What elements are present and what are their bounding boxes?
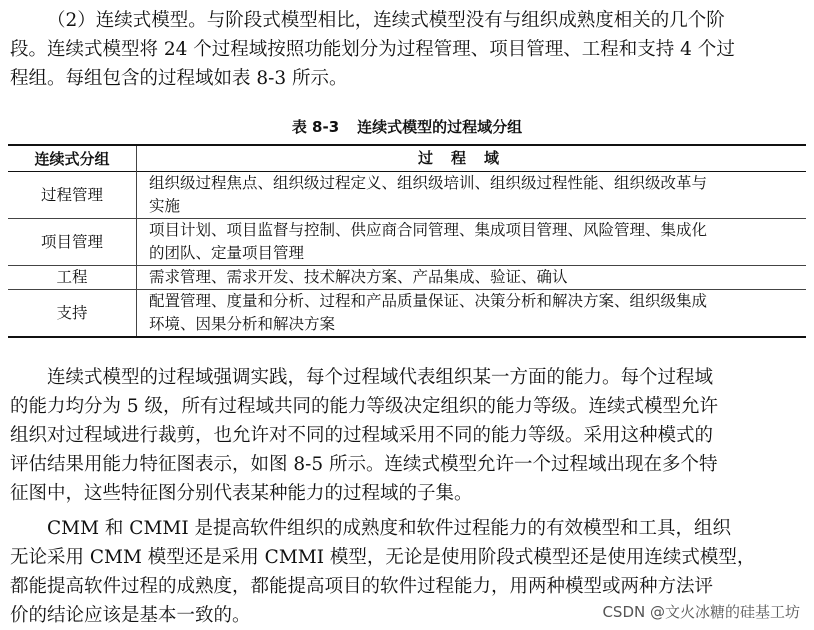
row-domains xyxy=(137,219,807,266)
text-line: CMM 和 CMMI 是提高软件组织的成熟度和软件过程能力的有效模型和工具，组织 xyxy=(47,518,732,539)
text-line: 的能力均分为 5 级，所有过程域共同的能力等级决定组织的能力等级。连续式模型允许 xyxy=(10,396,719,417)
cell-line: 配置管理、度量和分析、过程和产品质量保证、决策分析和解决方案、组织级集成 xyxy=(149,292,708,310)
text-line: 无论采用 CMM 模型还是采用 CMMI 模型，无论是使用阶段式模型还是使用连续式模型， xyxy=(10,547,756,568)
row-group-support: 支持 xyxy=(8,290,137,338)
header-domains: 过程域 xyxy=(417,149,517,167)
text-line: 评估结果用能力特征图表示，如图 8-5 所示。连续式模型允许一个过程域出现在多个特 xyxy=(10,454,718,475)
row-group-engineering: 工程 xyxy=(8,266,137,290)
process-domain-table xyxy=(8,144,806,338)
row-group-process-management: 过程管理 xyxy=(8,172,137,219)
table-caption-title: 连续式模型的过程域分组 xyxy=(357,118,523,136)
text-line: 征图中，这些特征图分别代表某种能力的过程域的子集。 xyxy=(10,483,473,504)
text-line: 价的结论应该是基本一致的。 xyxy=(10,605,251,626)
text-line: 段。连续式模型将 24 个过程域按照功能划分为过程管理、项目管理、工程和支持 4 个过 xyxy=(10,39,735,60)
cell-line: 项目计划、项目监督与控制、供应商合同管理、集成项目管理、风险管理、集成化 xyxy=(149,221,708,239)
header-group: 连续式分组 xyxy=(8,145,137,172)
watermark: CSDN @文火冰糖的硅基工坊 xyxy=(602,603,800,621)
body-paragraph-1 xyxy=(10,363,802,508)
table-header-row xyxy=(8,145,806,172)
text-line: 都能提高软件过程的成熟度，都能提高项目的软件过程能力，用两种模型或两种方法评 xyxy=(10,576,714,597)
cell-line: 需求管理、需求开发、技术解决方案、产品集成、验证、确认 xyxy=(149,268,568,286)
text-line: 组织对过程域进行裁剪，也允许对不同的过程域采用不同的能力等级。采用这种模式的 xyxy=(10,425,714,446)
text-line: （2）连续式模型。与阶段式模型相比，连续式模型没有与组织成熟度相关的几个阶 xyxy=(47,10,725,31)
text-line: 程组。每组包含的过程域如表 8-3 所示。 xyxy=(10,68,348,89)
table-row xyxy=(8,266,806,290)
cell-line: 的团队、定量项目管理 xyxy=(149,244,305,262)
table-row xyxy=(8,172,806,219)
row-domains xyxy=(137,172,807,219)
cell-line: 组织级过程焦点、组织级过程定义、组织级培训、组织级过程性能、组织级改革与 xyxy=(149,174,708,192)
table-caption xyxy=(0,116,814,137)
cell-line: 环境、因果分析和解决方案 xyxy=(149,315,336,333)
text-line: 连续式模型的过程域强调实践，每个过程域代表组织某一方面的能力。每个过程域 xyxy=(47,367,714,388)
intro-paragraph xyxy=(10,6,802,93)
table-row xyxy=(8,290,806,338)
table-caption-number: 表 8-3 xyxy=(291,118,340,136)
table-row xyxy=(8,219,806,266)
cell-line: 实施 xyxy=(149,197,181,215)
row-group-project-management: 项目管理 xyxy=(8,219,137,266)
row-domains xyxy=(137,290,807,338)
row-domains xyxy=(137,266,807,290)
